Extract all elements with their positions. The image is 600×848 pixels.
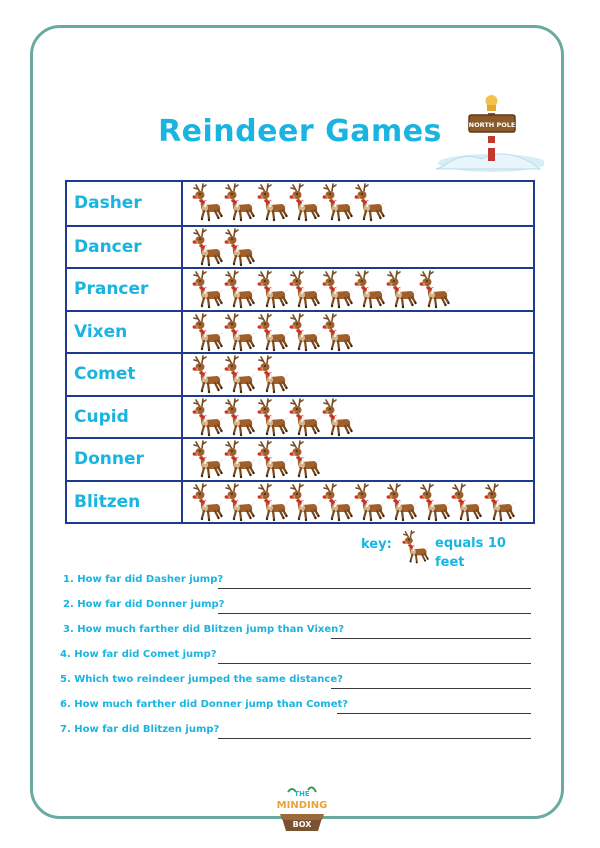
- pictograph-row: [67, 352, 533, 395]
- pictograph-chart: [65, 180, 535, 524]
- pictograph-row: [67, 225, 533, 268]
- reindeer-icon: [191, 398, 223, 438]
- row-label: Vixen: [67, 312, 183, 353]
- reindeer-icon: [223, 270, 255, 310]
- pictograph-row: [67, 480, 533, 523]
- reindeer-icon: [353, 483, 385, 523]
- reindeer-icon: [256, 355, 288, 395]
- key-text: equals 10 feet: [435, 536, 506, 570]
- logo-text-2: MINDING: [276, 800, 328, 811]
- reindeer-icon: [401, 530, 429, 565]
- reindeer-icon: [321, 313, 353, 353]
- reindeer-icon: [256, 270, 288, 310]
- reindeer-icon: [385, 270, 417, 310]
- question-text: 2. How far did Donner jump?: [63, 599, 225, 610]
- reindeer-icon: [353, 270, 385, 310]
- row-label: Comet: [67, 354, 183, 395]
- north-pole-sign-icon: [432, 93, 544, 173]
- answer-line[interactable]: [218, 738, 531, 739]
- reindeer-icon: [256, 183, 288, 223]
- reindeer-icon: [288, 440, 320, 480]
- reindeer-icon: [385, 483, 417, 523]
- reindeer-icon: [191, 228, 223, 268]
- reindeer-icon: [483, 483, 515, 523]
- question-text: 7. How far did Blitzen jump?: [60, 724, 220, 735]
- row-label: Prancer: [67, 269, 183, 310]
- row-label: Dancer: [67, 227, 183, 268]
- row-label: Donner: [67, 439, 183, 480]
- page-title: Reindeer Games: [158, 114, 442, 149]
- reindeer-icon: [450, 483, 482, 523]
- reindeer-icon: [256, 313, 288, 353]
- pictograph-row: [67, 182, 533, 225]
- reindeer-icon: [223, 313, 255, 353]
- answer-line[interactable]: [331, 638, 531, 639]
- question-text: 5. Which two reindeer jumped the same distance?: [60, 674, 343, 685]
- reindeer-icon: [256, 440, 288, 480]
- reindeer-icon: [223, 183, 255, 223]
- reindeer-icon: [191, 440, 223, 480]
- pictograph-row: [67, 267, 533, 310]
- answer-line[interactable]: [218, 663, 531, 664]
- reindeer-icon: [321, 398, 353, 438]
- reindeer-icon: [321, 270, 353, 310]
- reindeer-icon: [353, 183, 385, 223]
- reindeer-icon: [223, 483, 255, 523]
- reindeer-icon: [223, 355, 255, 395]
- reindeer-icon: [223, 228, 255, 268]
- row-label: Dasher: [67, 182, 183, 225]
- pictograph-row: [67, 395, 533, 438]
- reindeer-icon: [223, 398, 255, 438]
- reindeer-icon: [223, 440, 255, 480]
- logo-text-3: BOX: [292, 820, 312, 829]
- pictograph-row: [67, 310, 533, 353]
- answer-line[interactable]: [218, 588, 531, 589]
- row-label: Blitzen: [67, 482, 183, 523]
- reindeer-icon: [191, 483, 223, 523]
- answer-line[interactable]: [337, 713, 531, 714]
- reindeer-icon: [191, 183, 223, 223]
- answer-line[interactable]: [218, 613, 531, 614]
- question-text: 3. How much farther did Blitzen jump than Vixen?: [63, 624, 345, 635]
- question-text: 1. How far did Dasher jump?: [63, 574, 224, 585]
- reindeer-icon: [191, 313, 223, 353]
- reindeer-icon: [321, 483, 353, 523]
- reindeer-icon: [288, 270, 320, 310]
- reindeer-icon: [288, 483, 320, 523]
- reindeer-icon: [256, 398, 288, 438]
- minding-box-logo: [274, 784, 330, 834]
- reindeer-icon: [418, 270, 450, 310]
- pictograph-row: [67, 437, 533, 480]
- row-label: Cupid: [67, 397, 183, 438]
- reindeer-icon: [321, 183, 353, 223]
- question-text: 6. How much farther did Donner jump than Comet?: [60, 699, 349, 710]
- reindeer-icon: [256, 483, 288, 523]
- reindeer-icon: [288, 183, 320, 223]
- answer-line[interactable]: [331, 688, 531, 689]
- reindeer-icon: [191, 355, 223, 395]
- signpost-text: NORTH POLE: [468, 121, 516, 129]
- question-text: 4. How far did Comet jump?: [60, 649, 217, 660]
- reindeer-icon: [288, 313, 320, 353]
- logo-text-1: THE: [294, 790, 310, 798]
- reindeer-icon: [191, 270, 223, 310]
- reindeer-icon: [288, 398, 320, 438]
- key-label: key:: [361, 537, 392, 552]
- reindeer-icon: [418, 483, 450, 523]
